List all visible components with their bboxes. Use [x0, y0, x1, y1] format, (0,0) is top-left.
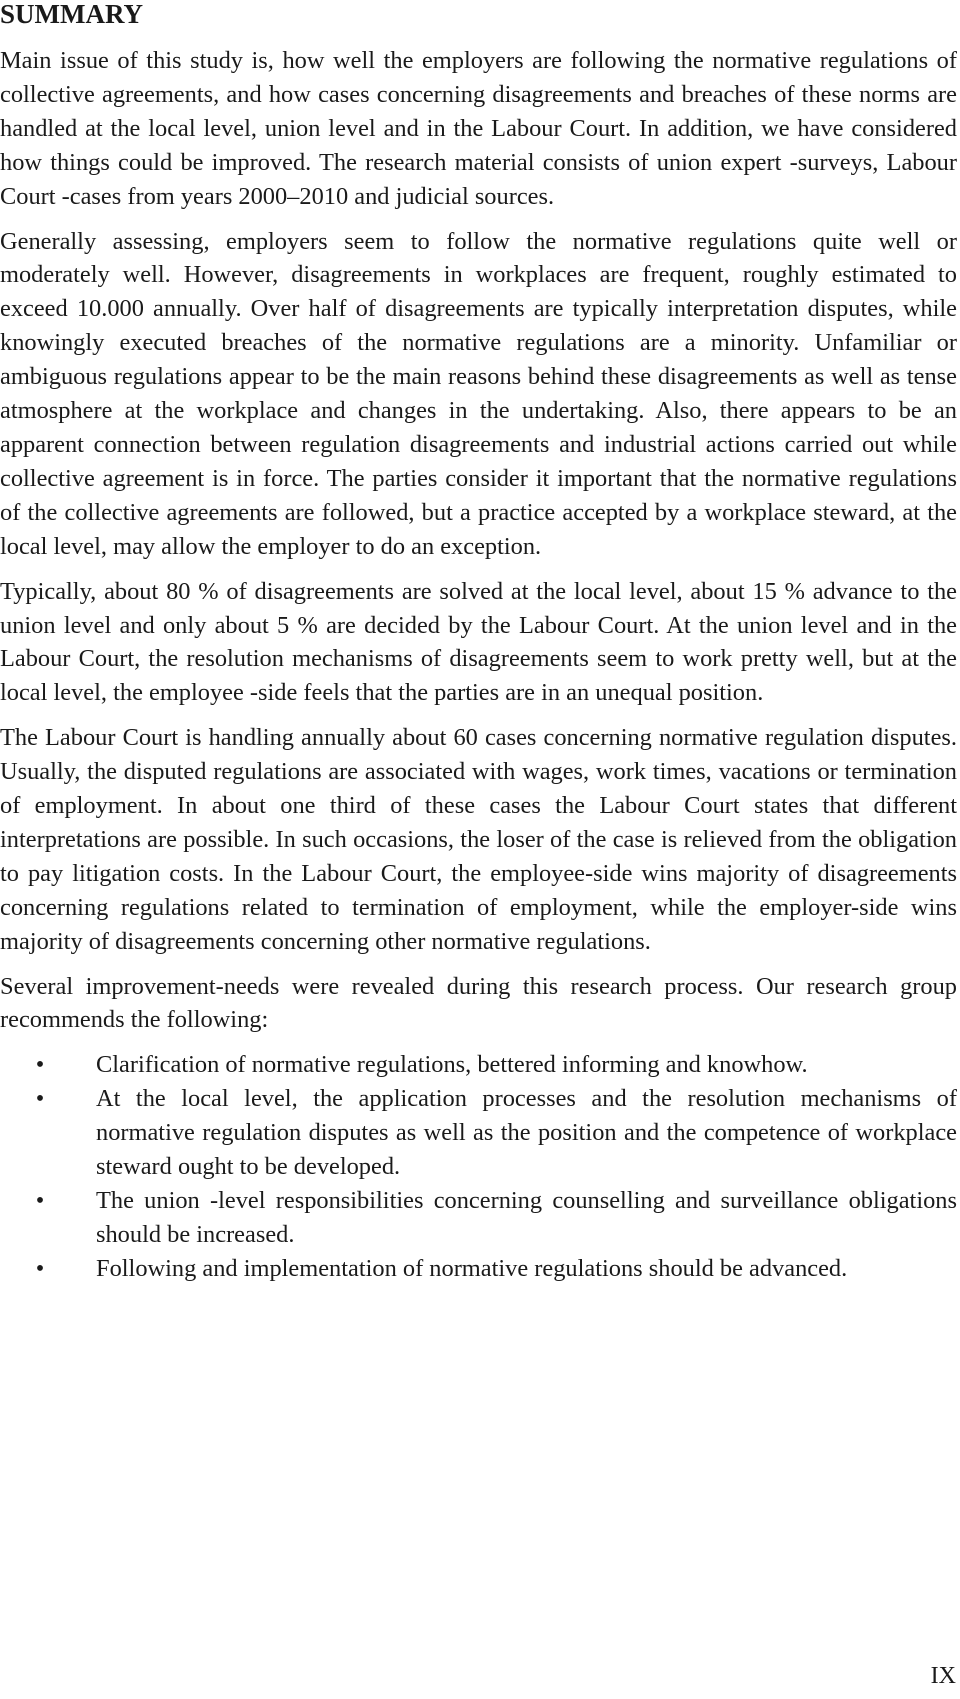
section-heading: SUMMARY [0, 0, 144, 29]
list-item [0, 1184, 957, 1252]
list-item-text: The union -level responsibilities concerning counselling and surveillance obligations should be increased. [96, 1187, 957, 1248]
page-number: IX [930, 1663, 956, 1689]
list-item-text: Clarification of normative regulations, bettered informing and knowhow. [96, 1051, 808, 1079]
list-item [0, 1252, 957, 1286]
paragraph-dispute-resolution-levels: Typically, about 80 % of disagreements are solved at the local level, about 15 % advance to the union level and only about 5 % are decided by the Labour Court. At the union level and in the Labour Court, the resolution mechanisms of disagreements seem to work pretty well, but at the local level, the employee -side feels that the parties are in an unequal position. [0, 577, 957, 707]
paragraph-labour-court-cases: The Labour Court is handling annually about 60 cases concerning normative regulation disputes. Usually, the disputed regulations are associated with wages, work times, vacations or termination of employment. In about one third of these cases the Labour Court states that different interpretations are possible. In such occasions, the loser of the case is relieved from the obligation to pay litigation costs. In the Labour Court, the employee-side wins majority of disagreements concerning regulations related to termination of employment, while the employer-side wins majority of disagreements concerning other normative regulations. [0, 724, 957, 955]
bullet-icon: • [35, 1051, 45, 1079]
recommendations-list [0, 1048, 957, 1285]
bullet-icon: • [35, 1187, 45, 1214]
paragraph-study-issue: Main issue of this study is, how well the employers are following the normative regulations of collective agreements, and how cases concerning disagreements and breaches of these norms are handled at the local level, union level and in the Labour Court. In addition, we have considered how things could be improved. The research material consists of union expert -surveys, Labour Court -cases from years 2000–2010 and judicial sources. [0, 47, 957, 210]
list-item [0, 1048, 957, 1082]
summary-body [0, 44, 957, 1286]
paragraph-employer-compliance: Generally assessing, employers seem to follow the normative regulations quite well or moderately well. However, disagreements in workplaces are frequent, roughly estimated to exceed 10.000 annually. Over half of disagreements are typically interpretation disputes, while knowingly executed breaches of the normative regulations are a minority. Unfamiliar or ambiguous regulations appear to be the main reasons behind these disagreements as well as tense atmosphere at the workplace and changes in the undertaking. Also, there appears to be an apparent connection between regulation disagreements and industrial actions carried out while collective agreement is in force. The parties consider it important that the normative regulations of the collective agreements are followed, but a practice accepted by a workplace steward, at the local level, may allow the employer to do an exception. [0, 227, 957, 560]
paragraph-improvement-needs: Several improvement-needs were revealed during this research process. Our research group recommends the following: [0, 972, 957, 1034]
bullet-icon: • [35, 1254, 45, 1282]
list-item-text: Following and implementation of normative regulations should be advanced. [96, 1254, 848, 1282]
list-item [0, 1082, 957, 1184]
bullet-icon: • [35, 1085, 45, 1113]
list-item-text: At the local level, the application processes and the resolution mechanisms of normative regulation disputes as well as the position and the competence of workplace steward ought to be developed. [96, 1085, 957, 1181]
